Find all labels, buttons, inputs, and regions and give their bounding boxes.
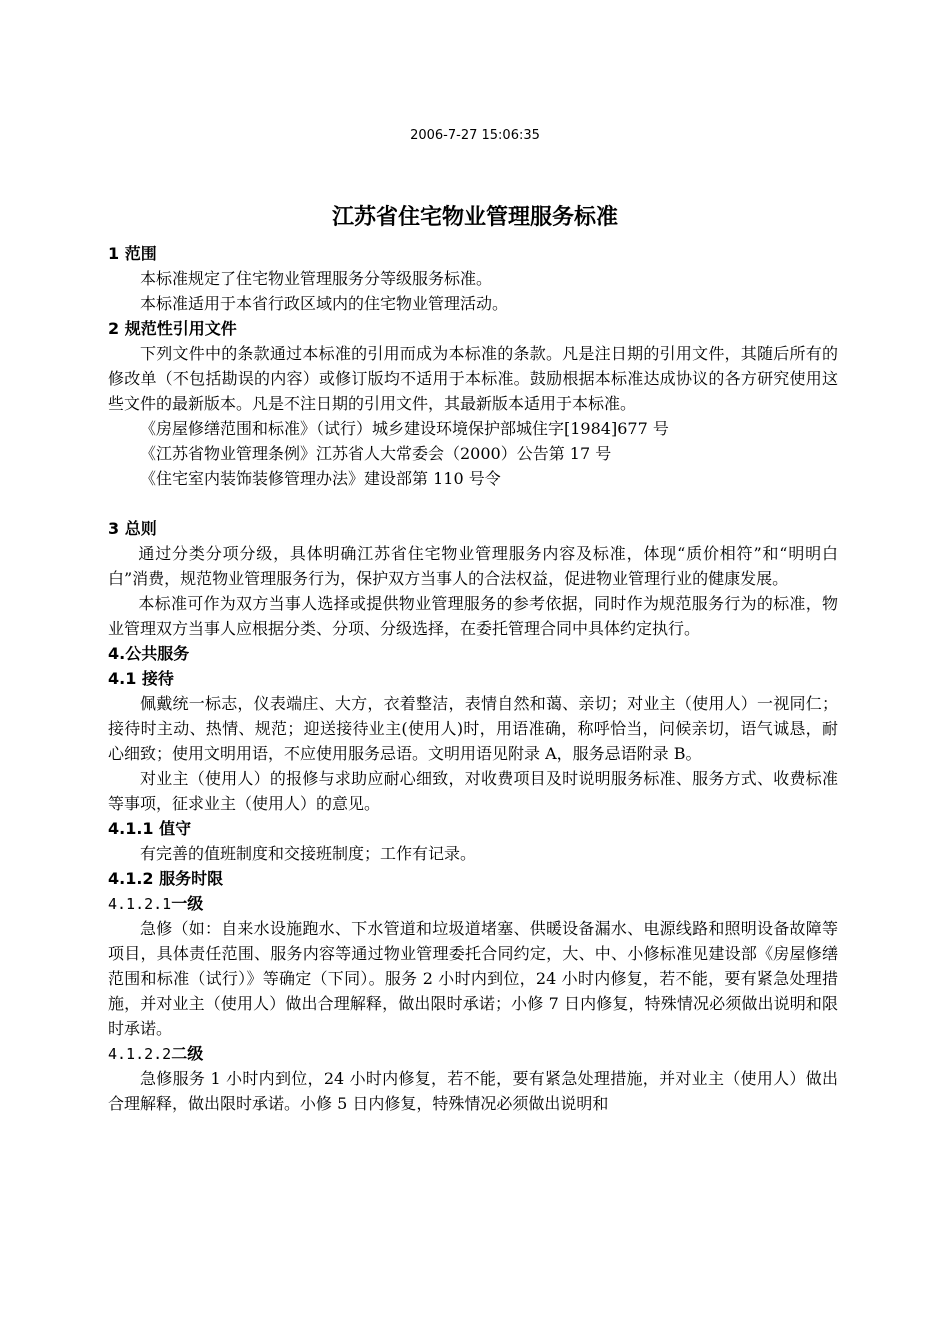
document-title: 江苏省住宅物业管理服务标准 — [331, 205, 618, 230]
blank-line — [108, 491, 838, 516]
section-heading-on-duty: 4.1.1 值守 — [108, 819, 192, 838]
level-1-paragraph: 急修（如：自来水设施跑水、下水管道和垃圾道堵塞、供暖设备漏水、电源线路和照明设备故障等项目，具体责任范围、服务内容等通过物业管理委托合同约定，大、中、小修标准见建设部《房屋修缮范围和标准（试行）》等确定（下同）。服务 2 小时内到位，24 小时内修复，若不能，要有紧急处理措施，并对业主（使用人）做出合理解释，做出限时承诺；小修 7 日内修复，特殊情况必须做出说明和限时承诺。 — [108, 919, 838, 1038]
section-heading-scope: 1 范围 — [108, 244, 157, 263]
subsection-number: 4.1.2.1 — [108, 895, 172, 913]
reference-item: 《房屋修缮范围和标准》（试行）城乡建设环境保护部城住字[1984]677 号 — [140, 419, 669, 438]
on-duty-paragraph: 有完善的值班制度和交接班制度；工作有记录。 — [140, 844, 477, 863]
timestamp: 2006-7-27 15:06:35 — [410, 128, 540, 143]
subsection-number: 4.1.2.2 — [108, 1045, 172, 1063]
section-heading-reception: 4.1 接待 — [108, 669, 174, 688]
subsection-heading-level-2 — [108, 1041, 838, 1066]
subsection-heading-level-1 — [108, 891, 838, 916]
references-intro-paragraph: 下列文件中的条款通过本标准的引用而成为本标准的条款。凡是注日期的引用文件，其随后所有的修改单（不包括勘误的内容）或修订版均不适用于本标准。鼓励根据本标准达成协议的各方研究使用这些文件的最新版本。凡是不注日期的引用文件，其最新版本适用于本标准。 — [108, 344, 838, 413]
scope-paragraph-2: 本标准适用于本省行政区域内的住宅物业管理活动。 — [140, 294, 509, 313]
section-heading-public-services: 4.公共服务 — [108, 644, 190, 663]
section-heading-normative-references: 2 规范性引用文件 — [108, 319, 237, 338]
section-heading-service-time-limit: 4.1.2 服务时限 — [108, 869, 224, 888]
reference-item: 《江苏省物业管理条例》江苏省人大常委会（2000）公告第 17 号 — [140, 444, 612, 463]
scope-paragraph-1: 本标准规定了住宅物业管理服务分等级服务标准。 — [140, 269, 493, 288]
reference-item: 《住宅室内装饰装修管理办法》建设部第 110 号令 — [140, 469, 501, 488]
section-heading-general-principles: 3 总则 — [108, 519, 157, 538]
general-paragraph-1: 通过分类分项分级，具体明确江苏省住宅物业管理服务内容及标准，体现“质价相符”和“明明白白”消费，规范物业管理服务行为，保护双方当事人的合法权益，促进物业管理行业的健康发展。 — [108, 544, 838, 588]
reception-paragraph-1: 佩戴统一标志，仪表端庄、大方，衣着整洁，表情自然和蔼、亲切；对业主（使用人）一视同仁；接待时主动、热情、规范；迎送接待业主(使用人)时，用语准确，称呼恰当，问候亲切，语气诚恳，耐心细致；使用文明用语，不应使用服务忌语。文明用语见附录 A，服务忌语附录 B。 — [108, 694, 838, 763]
general-paragraph-2: 本标准可作为双方当事人选择或提供物业管理服务的参考依据，同时作为规范服务行为的标准，物业管理双方当事人应根据分类、分项、分级选择，在委托管理合同中具体约定执行。 — [108, 594, 838, 638]
subsection-label: 一级 — [171, 894, 204, 913]
document-body — [108, 241, 838, 1116]
subsection-label: 二级 — [171, 1044, 204, 1063]
level-2-paragraph: 急修服务 1 小时内到位，24 小时内修复，若不能，要有紧急处理措施，并对业主（使用人）做出合理解释，做出限时承诺。小修 5 日内修复，特殊情况必须做出说明和 — [108, 1069, 838, 1113]
reception-paragraph-2: 对业主（使用人）的报修与求助应耐心细致，对收费项目及时说明服务标准、服务方式、收费标准等事项，征求业主（使用人）的意见。 — [108, 769, 838, 813]
